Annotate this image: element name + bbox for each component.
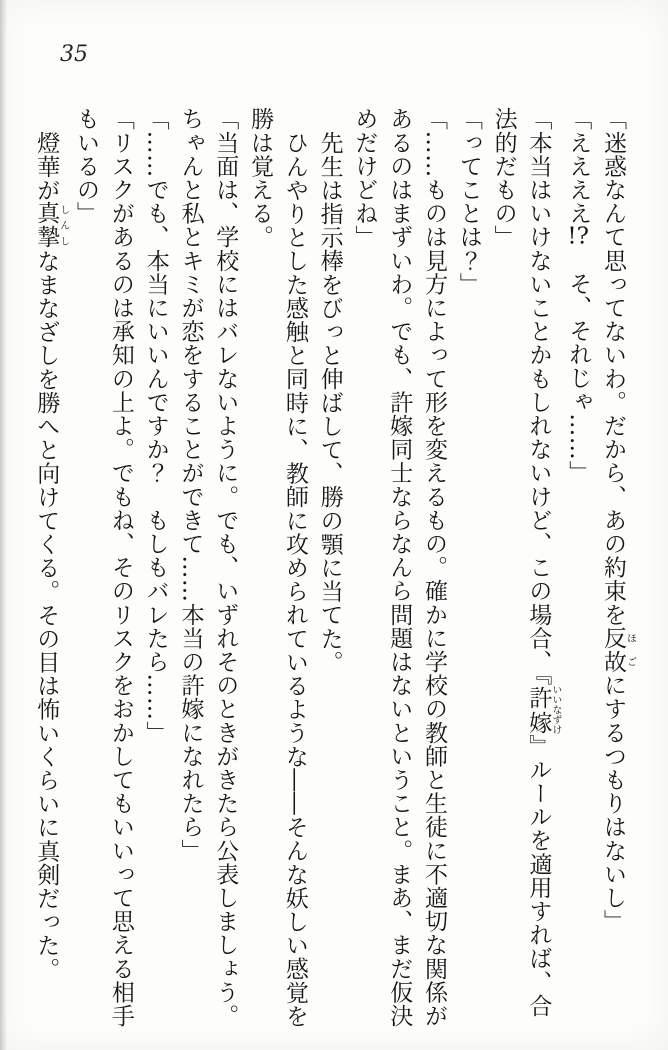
paragraph-5: 「……ものは見方によって形を変えるもの。確かに学校の教師と生徒に不適切な関係があるのはまずいわ。でも、許嫁同士ならなんら問題はないということ。まあ、まだ仮決めだけどね」 — [351, 107, 448, 1028]
paragraph-2: 「ええええ!? そ、それじゃ……」 — [565, 107, 592, 484]
ruby-annotated-word: 許嫁いいなずけ — [525, 684, 561, 735]
ruby-annotated-word: 反故ほご — [600, 626, 636, 674]
paragraph-9: 「……でも、本当にいいんですか？ もしもバレたら……」 — [142, 107, 169, 745]
scan-edge-shadow — [0, 0, 7, 1050]
page-number: 35 — [60, 42, 88, 67]
paragraph-8: 「当面は、学校にはバレないように。でも、いずれそのときがきたら公表しましょう。ちゃんと私とキミが恋をすることができて……本当の許嫁になれたら」 — [177, 107, 239, 1028]
paragraph-3: 「本当はいけないことかもしれないけど、この場合、『許嫁いいなずけ』ルールを適用すれば、合法的だもの」 — [490, 107, 561, 1018]
paragraph-7: ひんやりとした感触と同時に、教師に攻められているような――そんな妖しい感覚を勝は覚える。 — [247, 107, 308, 1028]
paragraph-4: 「ってことは？」 — [455, 107, 482, 296]
ruby-annotated-word: 真摯しんし — [33, 201, 69, 249]
paragraph-1: 「迷惑なんて思ってないわ。だから、あの約束を反故ほごにするつもりはないし」 — [600, 107, 636, 934]
paragraph-11: 燈華が真摯しんしなまなざしを勝へと向けてくる。その目は怖いくらいに真剣だった。 — [33, 130, 69, 981]
paragraph-6: 先生は指示棒をびっと伸ばして、勝の顎に当てた。 — [316, 130, 343, 674]
text-block — [28, 107, 635, 1031]
tate-chu-yoko: !? — [567, 225, 589, 248]
paragraph-10: 「リスクがあるのは承知の上よ。でもね、そのリスクをおかしてもいいって思える相手もいるの」 — [73, 107, 134, 1028]
